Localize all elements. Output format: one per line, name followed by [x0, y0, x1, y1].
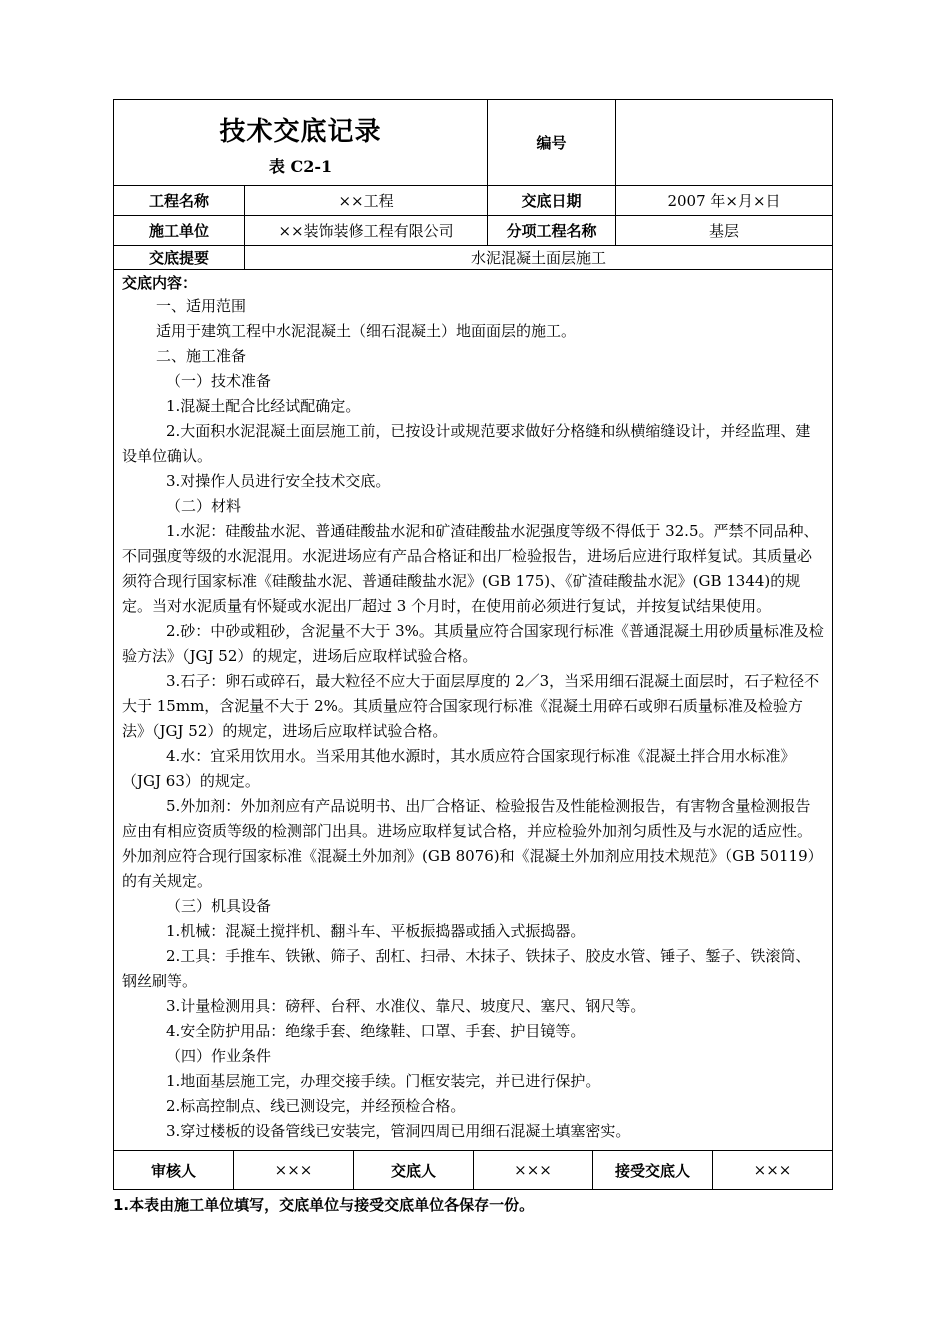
- discloser-label: 交底人: [354, 1151, 474, 1190]
- content-body: [122, 294, 825, 1144]
- disclosure-date-value: 2007 年×月×日: [616, 186, 833, 216]
- paragraph: 1.水泥：硅酸盐水泥、普通硅酸盐水泥和矿渣硅酸盐水泥强度等级不得低于 32.5。严禁不同品种、不同强度等级的水泥混用。水泥进场应有产品合格证和出厂检验报告，进场后应进行取样复试。其质量必须符合现行国家标准《硅酸盐水泥、普通硅酸盐水泥》(GB 175)、《矿渣硅酸盐水泥》(GB 1344)的规定。当对水泥质量有怀疑或水泥出厂超过 3 个月时，在使用前必须进行复试，并按复试结果使用。: [122, 522, 819, 615]
- paragraph: 二、施工准备: [156, 347, 247, 365]
- paragraph: 4.安全防护用品：绝缘手套、绝缘鞋、口罩、手套、护目镜等。: [166, 1022, 586, 1040]
- paragraph: 2.标高控制点、线已测设完，并经预检合格。: [166, 1097, 466, 1115]
- technical-disclosure-form: [113, 99, 832, 1215]
- paragraph: 3.穿过楼板的设备管线已安装完，管洞四周已用细石混凝土填塞密实。: [166, 1122, 631, 1140]
- project-name-value: ××工程: [245, 186, 488, 216]
- title-cell: [114, 100, 488, 186]
- subproject-label: 分项工程名称: [488, 216, 616, 246]
- paragraph: 2.工具：手推车、铁锹、筛子、刮杠、扫帚、木抹子、铁抹子、胶皮水管、锤子、錾子、铁滚筒、钢丝刷等。: [122, 947, 811, 990]
- form-number: 表 C2-1: [268, 156, 333, 176]
- footnote: 1.本表由施工单位填写，交底单位与接受交底单位各保存一份。: [113, 1196, 535, 1214]
- paragraph: 5.外加剂：外加剂应有产品说明书、出厂合格证、检验报告及性能检测报告，有害物含量检测报告应由有相应资质等级的检测部门出具。进场应取样复试合格，并应检验外加剂匀质性及与水泥的适应性。外加剂应符合现行国家标准《混凝土外加剂》(GB 8076)和《混凝土外加剂应用技术规范》（GB 50119）的有关规定。: [122, 797, 823, 890]
- form-title: 技术交底记录: [219, 116, 382, 147]
- project-name-label: 工程名称: [114, 186, 245, 216]
- contractor-value: ××装饰装修工程有限公司: [245, 216, 488, 246]
- reviewer-value: ×××: [234, 1151, 354, 1190]
- paragraph: 3.计量检测用具：磅秤、台秤、水准仪、靠尺、坡度尺、塞尺、钢尺等。: [166, 997, 646, 1015]
- code-label: 编号: [488, 100, 616, 186]
- subproject-value: 基层: [616, 216, 833, 246]
- paragraph: （一）技术准备: [166, 372, 272, 390]
- paragraph: 2.砂：中砂或粗砂，含泥量不大于 3%。其质量应符合国家现行标准《普通混凝土用砂质量标准及检验方法》（JGJ 52）的规定，进场后应取样试验合格。: [122, 622, 824, 665]
- paragraph: 1.地面基层施工完，办理交接手续。门框安装完，并已进行保护。: [166, 1072, 601, 1090]
- discloser-value: ×××: [474, 1151, 593, 1190]
- form-header-table: [113, 99, 833, 1151]
- paragraph: 3.对操作人员进行安全技术交底。: [166, 472, 391, 490]
- receiver-label: 接受交底人: [593, 1151, 713, 1190]
- disclosure-content: [114, 270, 833, 1151]
- paragraph: （二）材料: [166, 497, 242, 515]
- signature-table: [113, 1150, 833, 1190]
- summary-label: 交底提要: [114, 246, 245, 270]
- paragraph: 适用于建筑工程中水泥混凝土（细石混凝土）地面面层的施工。: [156, 322, 577, 340]
- receiver-value: ×××: [713, 1151, 833, 1190]
- paragraph: 一、适用范围: [156, 297, 247, 315]
- content-heading: 交底内容：: [122, 274, 198, 292]
- paragraph: 2.大面积水泥混凝土面层施工前，已按设计或规范要求做好分格缝和纵横缩缝设计，并经监理、建设单位确认。: [122, 422, 811, 465]
- code-value: [616, 100, 833, 186]
- paragraph: 1.机械：混凝土搅拌机、翻斗车、平板振捣器或插入式振捣器。: [166, 922, 586, 940]
- paragraph: （三）机具设备: [166, 897, 272, 915]
- summary-value: 水泥混凝土面层施工: [245, 246, 833, 270]
- paragraph: 1.混凝土配合比经试配确定。: [166, 397, 361, 415]
- paragraph: 4.水：宜采用饮用水。当采用其他水源时，其水质应符合国家现行标准《混凝土拌合用水标准》（JGJ 63）的规定。: [122, 747, 796, 790]
- paragraph: （四）作业条件: [166, 1047, 272, 1065]
- contractor-label: 施工单位: [114, 216, 245, 246]
- paragraph: 3.石子：卵石或碎石，最大粒径不应大于面层厚度的 2／3，当采用细石混凝土面层时，石子粒径不大于 15mm，含泥量不大于 2%。其质量应符合国家现行标准《混凝土用碎石或卵石质量标准及检验方法》（JGJ 52）的规定，进场后应取样试验合格。: [122, 672, 820, 740]
- disclosure-date-label: 交底日期: [488, 186, 616, 216]
- reviewer-label: 审核人: [114, 1151, 234, 1190]
